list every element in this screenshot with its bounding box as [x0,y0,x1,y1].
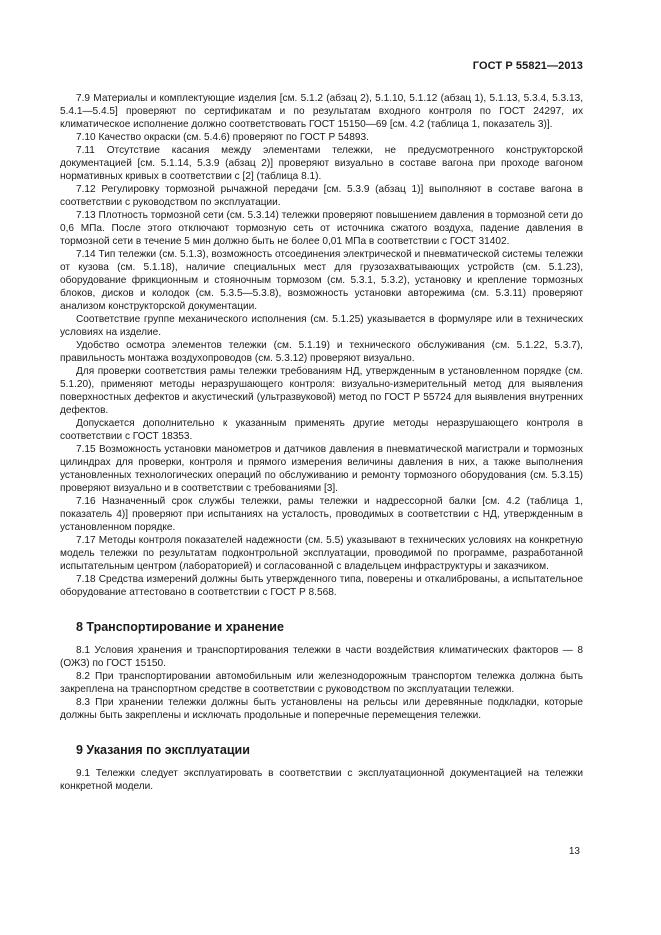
paragraph-7-14-ndt: Для проверки соответствия рамы тележки требованиям НД, утвержденным в установленном порядке (см. 5.1.20), применяют методы неразрушающего контроля: визуально-измерительный метод для выявления поверхностных дефектов и акустический (ультразвуковой) метод по ГОСТ Р 55724 для выявления внутренних дефектов. [60,366,583,416]
section-9-title: 9 Указания по эксплуатации [76,743,250,757]
paragraph-7-10: 7.10 Качество окраски (см. 5.4.6) проверяют по ГОСТ Р 54893. [76,132,369,143]
section-9 [60,744,583,793]
paragraph-9-1: 9.1 Тележки следует эксплуатировать в соответствии с эксплуатационной документацией на тележки конкретной модели. [60,768,583,792]
paragraph-7-17: 7.17 Методы контроля показателей надежности (см. 5.5) указывают в технических условиях на конкретную модель тележки по результатам подконтрольной эксплуатации, проводимой по программе, разработанной испытательным центром (лабораторией) и согласованной с владельцем инфраструктуры и заказчиком. [60,535,583,572]
paragraph-7-14-mech-group: Соответствие группе механического исполнения (см. 5.1.25) указывается в формуляре или в технических условиях на изделие. [60,314,583,338]
paragraph-7-9: 7.9 Материалы и комплектующие изделия [см. 5.1.2 (абзац 2), 5.1.10, 5.1.12 (абзац 1), 5.1.13, 5.3.4, 5.3.13, 5.4.1—5.4.5] проверяют по сертификатам и по результатам входного контроля по ГОСТ 24297, их климатическое исполнение должно соответствовать ГОСТ 15150—69 [см. 4.2 (таблица 1, показатель 3)]. [60,93,583,130]
section-8 [60,621,583,722]
document-body [60,92,583,793]
paragraph-7-14-inspection: Удобство осмотра элементов тележки (см. 5.1.19) и технического обслуживания (см. 5.1.22, 5.3.7), правильность монтажа воздухопроводов (см. 5.3.12) проверяют визуально. [60,340,583,364]
paragraph-7-16: 7.16 Назначенный срок службы тележки, рамы тележки и надрессорной балки [см. 4.2 (таблица 1, показатель 4)] проверяют при испытаниях на усталость, проводимых в соответствии с НД, утвержденным в установленном порядке. [60,496,583,533]
paragraph-7-12: 7.12 Регулировку тормозной рычажной передачи [см. 5.3.9 (абзац 1)] выполняют в составе вагона в соответствии с руководством по эксплуатации. [60,184,583,208]
paragraph-7-14-ndt-extra: Допускается дополнительно к указанным применять другие методы неразрушающего контроля в соответствии с ГОСТ 18353. [60,418,583,442]
paragraph-8-3: 8.3 При хранении тележки должны быть установлены на рельсы или деревянные подкладки, которые должны быть закреплены и исключать продольные и поперечные перемещения тележки. [60,697,583,721]
paragraph-7-13: 7.13 Плотность тормозной сети (см. 5.3.14) тележки проверяют повышением давления в тормозной сети до 0,6 МПа. После этого отключают тормозную сеть от источника сжатого воздуха, падение давления в тормозной сети в течение 5 мин должно быть не более 0,01 МПа в соответствии с ГОСТ 31402. [60,210,583,247]
paragraph-7-14: 7.14 Тип тележки (см. 5.1.3), возможность отсоединения электрической и пневматической системы тележки от кузова (см. 5.1.18), наличие специальных мест для грузозахватывающих устройств (см. 5.1.23), оборудование фрикционным и стояночным тормозом (см. 5.3.1, 5.3.2), установку и крепление тормозных блоков, дисков и колодок (см. 5.3.5—5.3.8), возможность установки авторежима (см. 5.3.11) проверяют анализом конструкторской документации. [60,249,583,312]
page-number: 13 [568,846,580,857]
paragraph-8-1: 8.1 Условия хранения и транспортирования тележки в части воздействия климатических факторов — 8 (ОЖЗ) по ГОСТ 15150. [60,645,583,669]
section-7 [60,92,583,599]
paragraph-8-2: 8.2 При транспортировании автомобильным или железнодорожным транспортом тележка должна быть закреплена на транспортном средстве в соответствии с руководством по эксплуатации тележки. [60,671,583,695]
paragraph-7-11: 7.11 Отсутствие касания между элементами тележки, не предусмотренного конструкторской документацией [см. 5.1.14, 5.3.9 (абзац 2)] проверяют визуально в составе вагона при проходе вагоном нормативных кривых в соответствии с [2] (таблица 8.1). [60,145,583,182]
section-8-title: 8 Транспортирование и хранение [76,620,284,634]
document-code-header: ГОСТ Р 55821—2013 [472,60,583,72]
paragraph-7-15: 7.15 Возможность установки манометров и датчиков давления в пневматической магистрали и тормозных цилиндрах для проверки, контроля и прямого измерения величины давления в них, а также выполнения установленных технологических операций по обслуживанию и ремонту тормозного оборудования (см. 5.3.15) проверяют визуально и в соответствии с требованиями [3]. [60,444,583,494]
paragraph-7-18: 7.18 Средства измерений должны быть утвержденного типа, поверены и откалиброваны, а испытательное оборудование аттестовано в соответствии с ГОСТ Р 8.568. [60,574,583,598]
